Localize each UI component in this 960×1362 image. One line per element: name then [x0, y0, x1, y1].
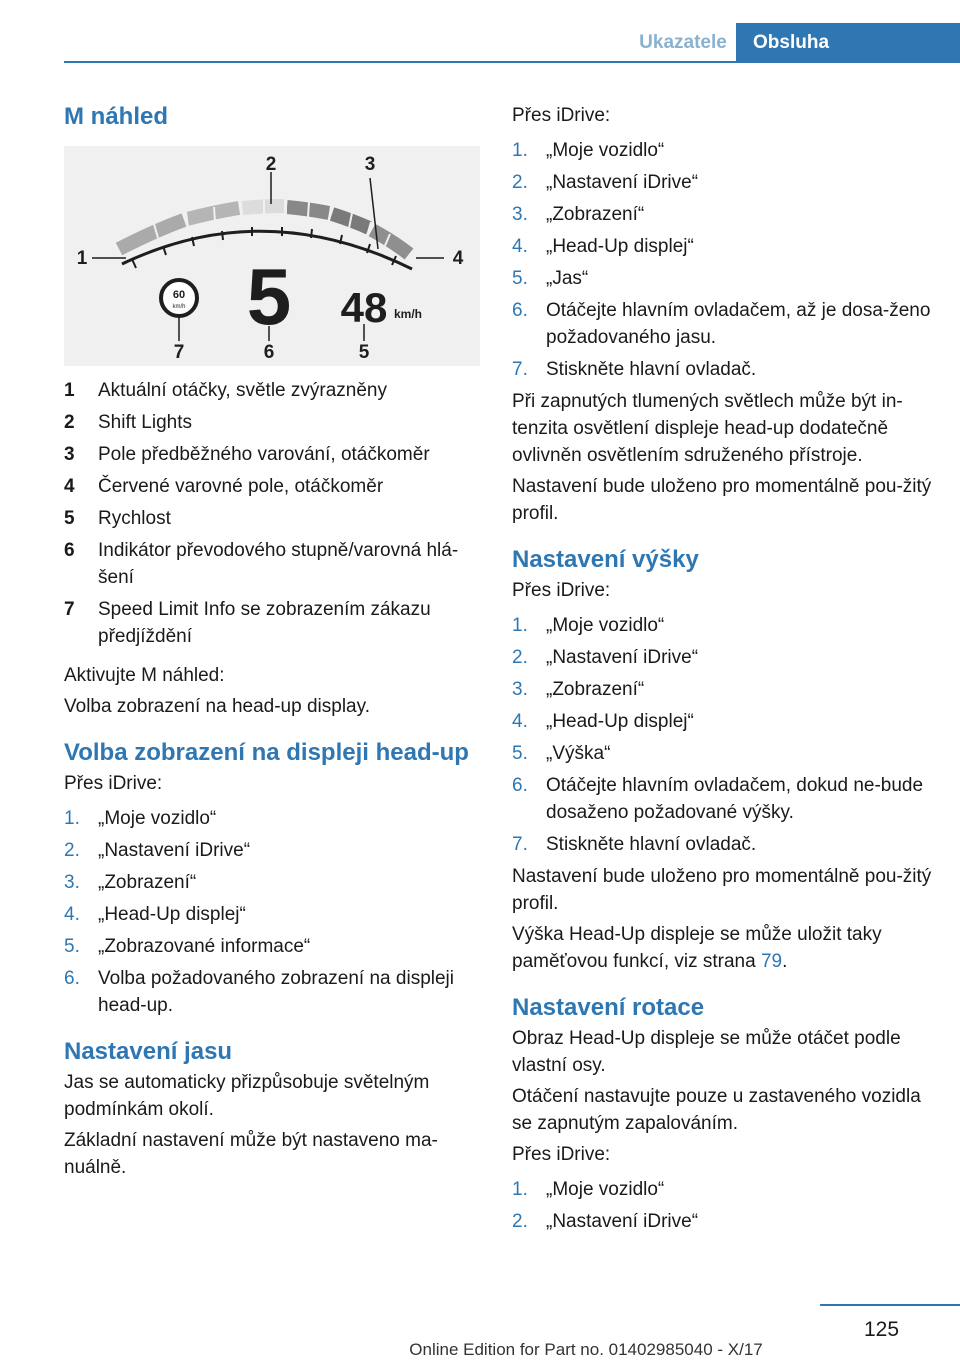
legend-text: Indikátor převodového stupně/varovná hlá‐šení — [98, 540, 459, 588]
list-item — [512, 772, 932, 826]
step-text: „Moje vozidlo“ — [546, 140, 665, 161]
step-text: Volba požadovaného zobrazení na displeji head-up. — [98, 968, 454, 1016]
steps-display — [64, 805, 480, 1019]
list-item — [512, 1176, 932, 1203]
section-title-brightness: Nastavení jasu — [64, 1038, 233, 1065]
step-text: „Nastavení iDrive“ — [546, 1211, 699, 1232]
legend-number: 2 — [64, 412, 75, 433]
step-text: „Nastavení iDrive“ — [546, 172, 699, 193]
legend-item — [64, 473, 480, 500]
section-title-rotation: Nastavení rotace — [512, 994, 705, 1021]
hud-illustration — [64, 146, 480, 366]
figure-legend — [64, 377, 480, 650]
list-item — [512, 169, 932, 196]
speed-value: 48 — [340, 284, 388, 331]
speed-limit-unit: km/h — [172, 304, 186, 310]
list-item — [512, 740, 932, 767]
list-item — [64, 805, 480, 832]
step-number: 7. — [512, 359, 528, 380]
legend-text: Aktuální otáčky, světle zvýrazněny — [98, 380, 387, 401]
speed-limit-value: 60 — [172, 289, 186, 301]
step-text: „Moje vozidlo“ — [546, 615, 665, 636]
step-text: Otáčejte hlavním ovladačem, až je dosa‐ženo požadovaného jasu. — [546, 300, 931, 348]
step-number: 6. — [512, 300, 528, 321]
steps-brightness — [512, 137, 932, 383]
list-item — [512, 831, 932, 858]
page-link-79[interactable]: 79 — [760, 951, 783, 972]
section-title-m-nahled: M náhled — [64, 103, 169, 130]
rotation-paragraph-2: Otáčení nastavujte pouze u zastaveného vozidla se zapnutým zapalováním. — [512, 1086, 921, 1134]
activate-description: Volba zobrazení na head-up display. — [64, 696, 370, 717]
left-column — [64, 102, 480, 1181]
speed-unit: km/h — [393, 307, 423, 321]
step-number: 2. — [512, 647, 528, 668]
legend-text: Pole předběžného varování, otáčkoměr — [98, 444, 430, 465]
list-item — [64, 901, 480, 928]
list-item — [512, 644, 932, 671]
saved-profile-note: Nastavení bude uloženo pro momentálně pou‐žitý profil. — [512, 866, 932, 914]
idrive-intro: Přes iDrive: — [512, 1144, 611, 1165]
list-item — [512, 265, 932, 292]
footer-edition — [0, 1340, 960, 1360]
legend-text: Červené varovné pole, otáčkoměr — [98, 476, 384, 497]
callout-1: 1 — [76, 248, 88, 269]
memory-note-text: Výška Head-Up displeje se může uložit taky paměťovou funkcí, viz strana — [512, 924, 882, 972]
list-item — [512, 201, 932, 228]
step-number: 3. — [512, 204, 528, 225]
callout-4: 4 — [452, 248, 464, 269]
step-number: 5. — [512, 268, 528, 289]
step-number: 5. — [64, 936, 80, 957]
legend-item — [64, 596, 480, 650]
step-number: 4. — [512, 236, 528, 257]
legend-number: 5 — [64, 508, 75, 529]
step-text: Otáčejte hlavním ovladačem, dokud ne‐bude dosaženo požadované výšky. — [546, 775, 924, 823]
list-item — [64, 837, 480, 864]
rotation-paragraph-1: Obraz Head-Up displeje se může otáčet podle vlastní osy. — [512, 1028, 901, 1076]
step-number: 3. — [64, 872, 80, 893]
step-text: „Head-Up displej“ — [98, 904, 246, 925]
header-rule — [64, 61, 960, 63]
legend-item — [64, 377, 480, 404]
right-column — [512, 102, 932, 1240]
legend-number: 7 — [64, 599, 75, 620]
step-number: 4. — [64, 904, 80, 925]
step-number: 1. — [512, 615, 528, 636]
steps-rotation — [512, 1176, 932, 1235]
saved-profile-note: Nastavení bude uloženo pro momentálně pou‐žitý profil. — [512, 476, 932, 524]
legend-text: Shift Lights — [98, 412, 192, 433]
list-item — [512, 137, 932, 164]
list-item — [64, 869, 480, 896]
list-item — [512, 1208, 932, 1235]
step-number: 1. — [64, 808, 80, 829]
step-text: „Zobrazení“ — [546, 679, 645, 700]
step-text: „Moje vozidlo“ — [546, 1179, 665, 1200]
legend-number: 4 — [64, 476, 75, 497]
list-item — [512, 612, 932, 639]
step-text: „Zobrazované informace“ — [98, 936, 311, 957]
step-text: Stiskněte hlavní ovladač. — [546, 359, 757, 380]
dimmed-lights-note: Při zapnutých tlumených světlech může být in‐tenzita osvětlení displeje head-up dodatečně ovlivněn osvětlením sdruženého přístroje. — [512, 391, 903, 466]
legend-number: 1 — [64, 380, 75, 401]
steps-height — [512, 612, 932, 858]
step-text: „Výška“ — [546, 743, 611, 764]
legend-number: 3 — [64, 444, 75, 465]
legend-item — [64, 505, 480, 532]
legend-item — [64, 537, 480, 591]
step-number: 1. — [512, 1179, 528, 1200]
list-item — [64, 965, 480, 1019]
hud-figure — [64, 146, 480, 366]
step-number: 2. — [512, 1211, 528, 1232]
step-number: 7. — [512, 834, 528, 855]
step-text: „Head-Up displej“ — [546, 236, 694, 257]
step-number: 1. — [512, 140, 528, 161]
callout-3: 3 — [364, 154, 376, 175]
brightness-paragraph-2: Základní nastavení může být nastaveno ma‐nuálně. — [64, 1130, 438, 1178]
step-number: 2. — [64, 840, 80, 861]
step-number: 6. — [64, 968, 80, 989]
idrive-intro: Přes iDrive: — [64, 773, 163, 794]
list-item — [512, 356, 932, 383]
step-text: „Zobrazení“ — [98, 872, 197, 893]
list-item — [512, 676, 932, 703]
brightness-paragraph-1: Jas se automaticky přizpůsobuje světelným podmínkám okolí. — [64, 1072, 430, 1120]
legend-text: Rychlost — [98, 508, 171, 529]
legend-text: Speed Limit Info se zobrazením zákazu předjíždění — [98, 599, 431, 647]
edition-text: Online Edition for Part no. 01402985040 - X/17 — [409, 1340, 763, 1359]
page-number: 125 — [864, 1318, 900, 1341]
step-text: „Head-Up displej“ — [546, 711, 694, 732]
memory-function-note — [512, 921, 932, 975]
legend-item — [64, 409, 480, 436]
callout-7: 7 — [173, 342, 185, 363]
step-number: 3. — [512, 679, 528, 700]
footer-rule — [820, 1304, 960, 1306]
section-title-height: Nastavení výšky — [512, 546, 699, 573]
callout-5: 5 — [358, 342, 370, 363]
callout-6: 6 — [263, 342, 275, 363]
step-number: 5. — [512, 743, 528, 764]
step-number: 6. — [512, 775, 528, 796]
memory-note-end: . — [782, 951, 788, 972]
callout-2: 2 — [265, 154, 277, 175]
idrive-intro: Přes iDrive: — [512, 105, 611, 126]
step-text: „Zobrazení“ — [546, 204, 645, 225]
step-text: „Nastavení iDrive“ — [546, 647, 699, 668]
step-text: „Nastavení iDrive“ — [98, 840, 251, 861]
tab-obsluha[interactable]: Obsluha — [736, 23, 960, 62]
legend-number: 6 — [64, 540, 75, 561]
list-item — [512, 233, 932, 260]
tab-ukazatele[interactable]: Ukazatele — [639, 32, 727, 53]
step-number: 4. — [512, 711, 528, 732]
step-text: Stiskněte hlavní ovladač. — [546, 834, 757, 855]
section-title-display: Volba zobrazení na displeji head-up — [64, 739, 469, 766]
list-item — [64, 933, 480, 960]
activate-instruction: Aktivujte M náhled: — [64, 665, 225, 686]
step-text: „Jas“ — [546, 268, 589, 289]
chapter-tabs — [630, 23, 960, 62]
gear-indicator: 5 — [246, 252, 292, 341]
list-item — [512, 708, 932, 735]
list-item — [512, 297, 932, 351]
step-number: 2. — [512, 172, 528, 193]
idrive-intro: Přes iDrive: — [512, 580, 611, 601]
legend-item — [64, 441, 480, 468]
step-text: „Moje vozidlo“ — [98, 808, 217, 829]
